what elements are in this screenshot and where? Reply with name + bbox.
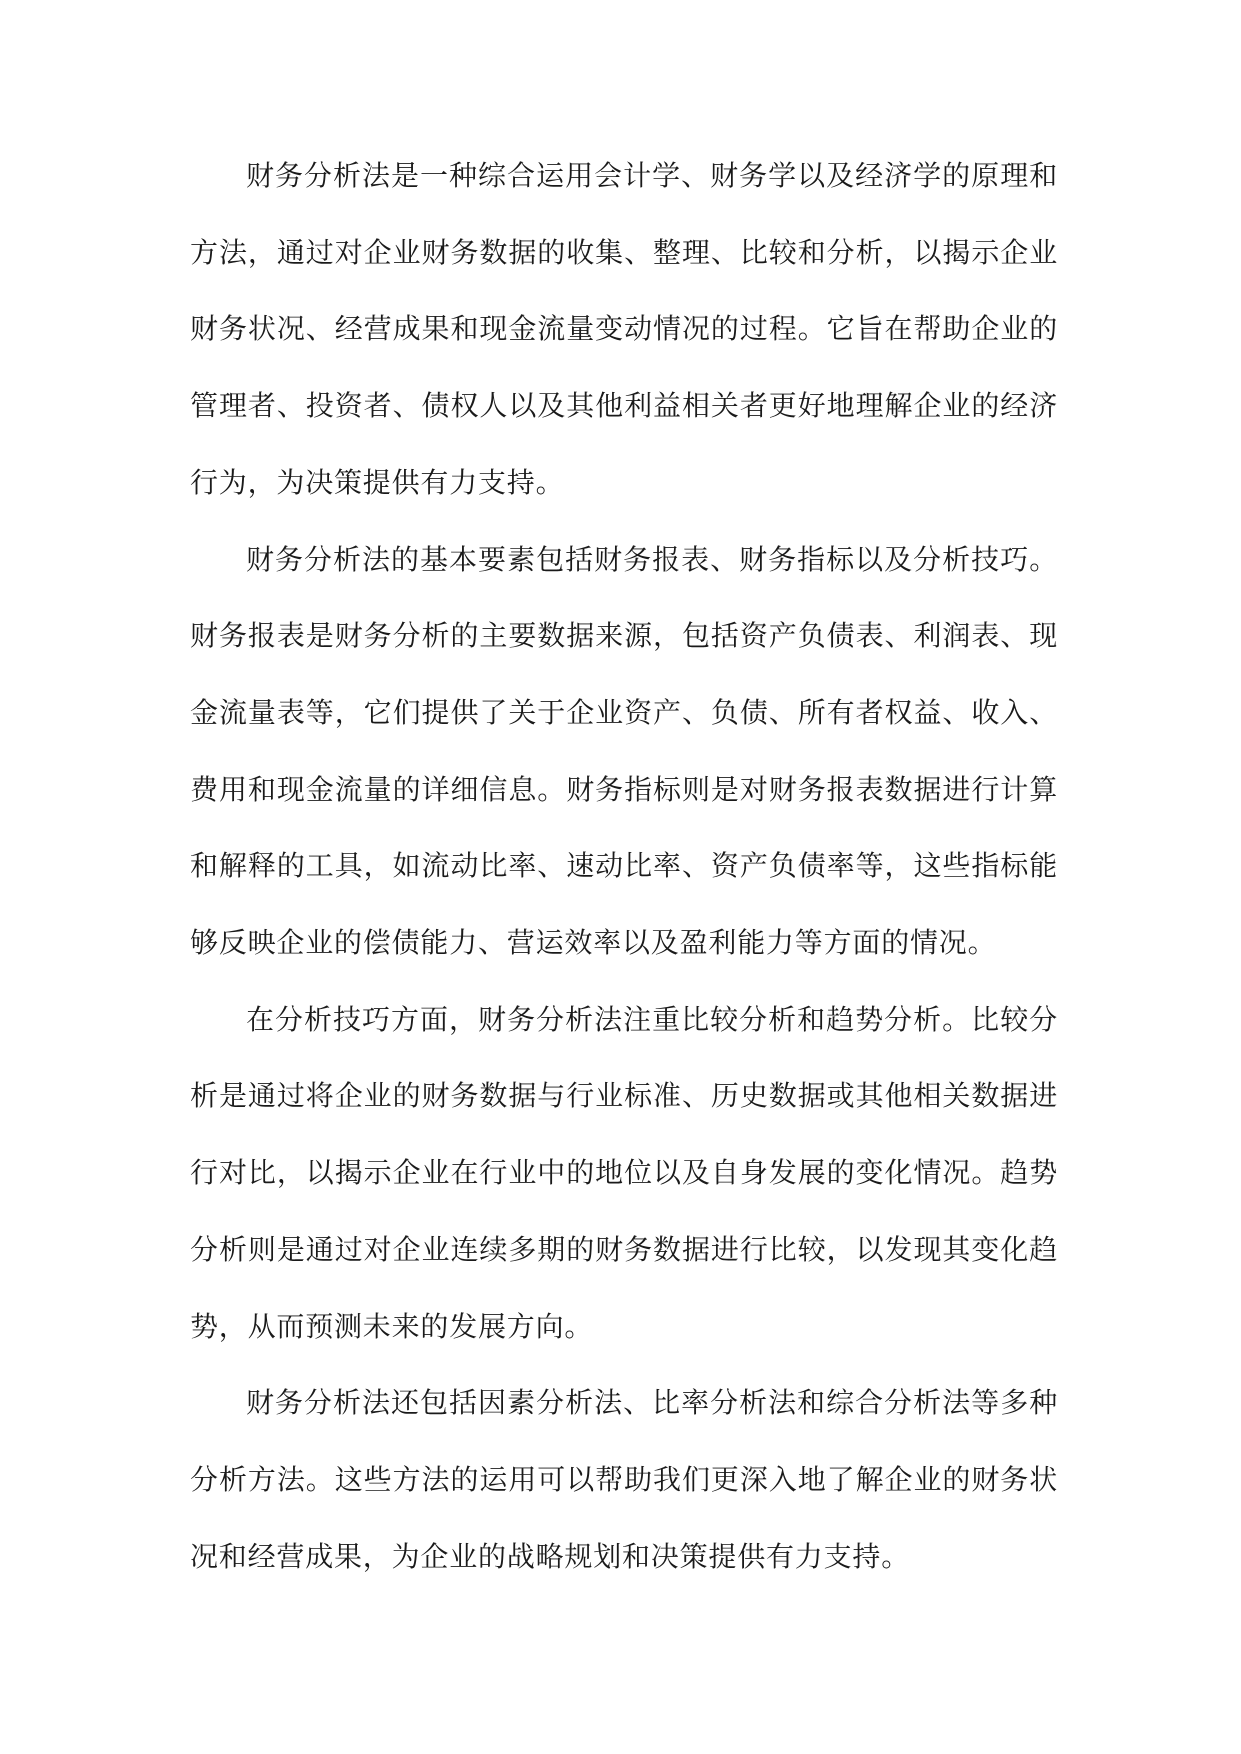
paragraph-basic-elements: 财务分析法的基本要素包括财务报表、财务指标以及分析技巧。财务报表是财务分析的主要数据来源，包括资产负债表、利润表、现金流量表等，它们提供了关于企业资产、负债、所有者权益、收入、费用和现金流量的详细信息。财务指标则是对财务报表数据进行计算和解释的工具，如流动比率、速动比率、资产负债率等，这些指标能够反映企业的偿债能力、营运效率以及盈利能力等方面的情况。 [190,542,1058,960]
document-body [190,138,1058,1595]
paragraph-analysis-techniques: 在分析技巧方面，财务分析法注重比较分析和趋势分析。比较分析是通过将企业的财务数据与行业标准、历史数据或其他相关数据进行对比，以揭示企业在行业中的地位以及自身发展的变化情况。趋势分析则是通过对企业连续多期的财务数据进行比较，以发现其变化趋势，从而预测未来的发展方向。 [190,1002,1058,1343]
paragraph-analysis-methods: 财务分析法还包括因素分析法、比率分析法和综合分析法等多种分析方法。这些方法的运用可以帮助我们更深入地了解企业的财务状况和经营成果，为企业的战略规划和决策提供有力支持。 [190,1386,1058,1573]
paragraph-definition: 财务分析法是一种综合运用会计学、财务学以及经济学的原理和方法，通过对企业财务数据的收集、整理、比较和分析，以揭示企业财务状况、经营成果和现金流量变动情况的过程。它旨在帮助企业的管理者、投资者、债权人以及其他利益相关者更好地理解企业的经济行为，为决策提供有力支持。 [190,159,1058,499]
